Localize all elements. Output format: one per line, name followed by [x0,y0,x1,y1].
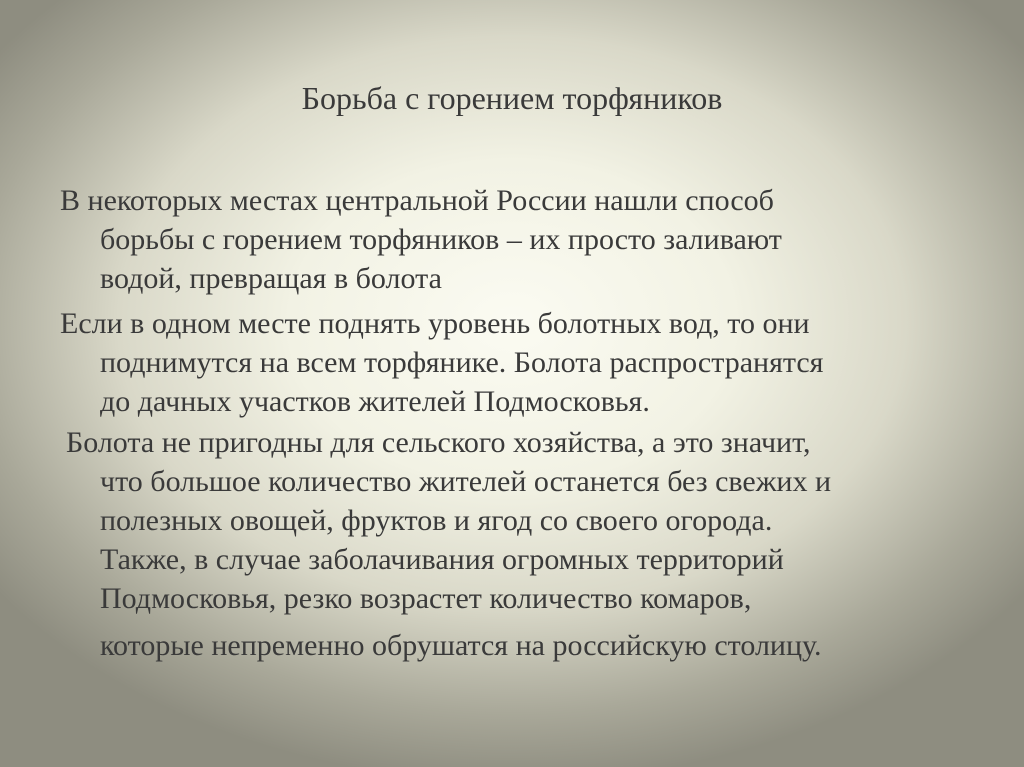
paragraph-2-line-3: до дачных участков жителей Подмосковья. [100,385,650,418]
paragraph-1-line-2: борьбы с горением торфяников – их просто заливают [100,223,782,256]
paragraph-2-line-2: поднимутся на всем торфянике. Болота распространятся [100,346,824,379]
paragraph-2-line-1: Если в одном месте поднять уровень болотных вод, то они [60,307,810,340]
paragraph-2 [60,304,960,421]
paragraph-3-line-2: что большое количество жителей останется без свежих и [100,465,832,498]
paragraph-3-line-3: полезных овощей, фруктов и ягод со своего огорода. [100,504,773,537]
paragraph-1 [60,181,960,298]
paragraph-3-line-6: которые непременно обрушатся на российскую столицу. [100,629,822,662]
slide-title: Борьба с горением торфяников [301,80,723,116]
paragraph-1-line-1: В некоторых местах центральной России нашли способ [60,184,774,217]
paragraph-3-line-5: Подмосковья, резко возрастет количество комаров, [100,582,752,615]
paragraph-3-line-4: Также, в случае заболачивания огромных территорий [100,543,784,576]
paragraph-3-line-1: Болота не пригодны для сельского хозяйства, а это значит, [66,426,811,459]
paragraph-1-line-3: водой, превращая в болота [100,262,442,295]
paragraph-3 [66,423,966,665]
